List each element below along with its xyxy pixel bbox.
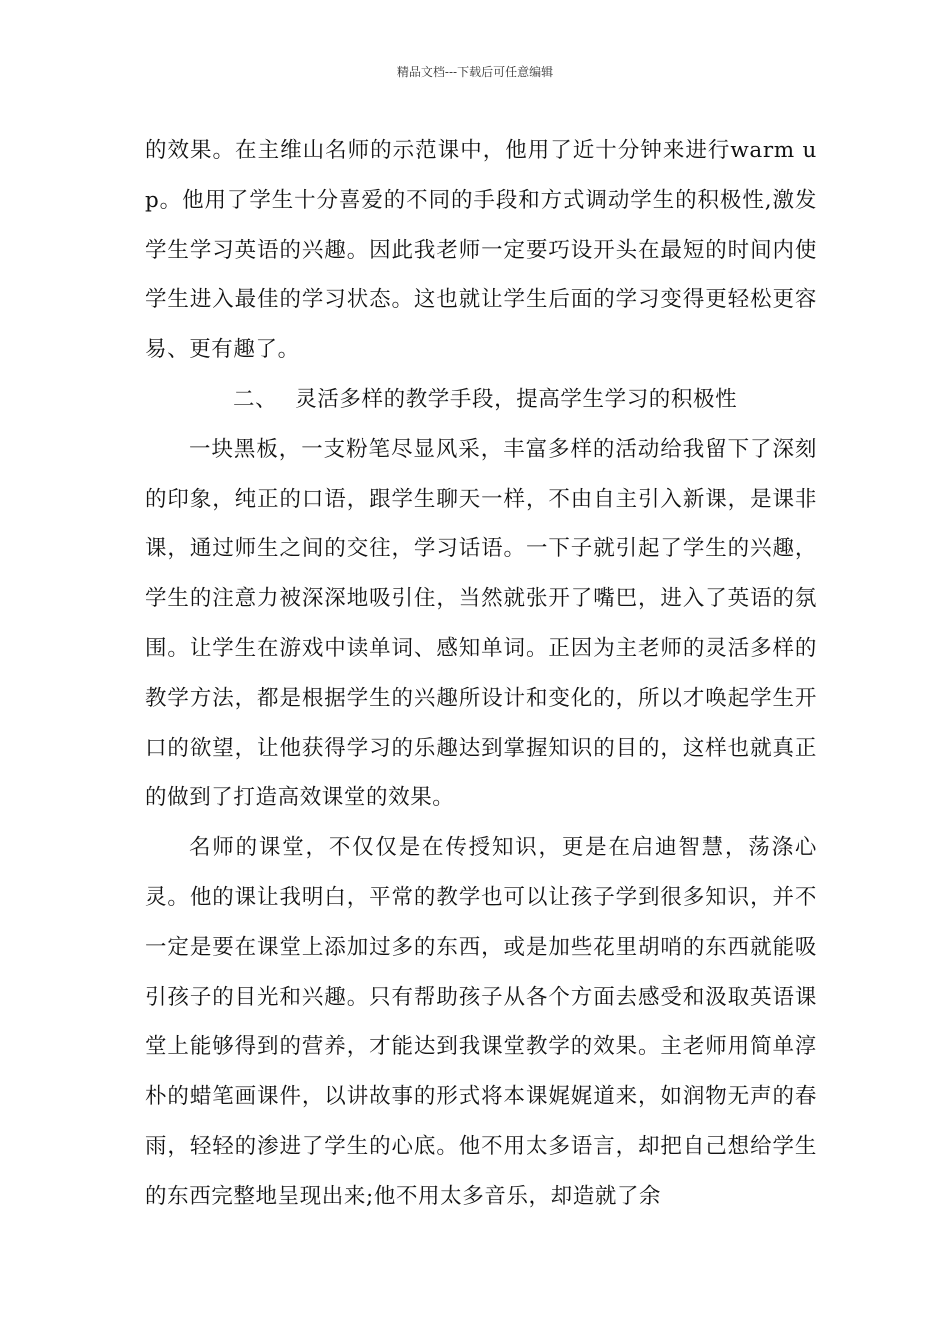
section-heading bbox=[145, 375, 817, 425]
page-header: 精品文档---下载后可任意编辑 bbox=[396, 65, 554, 79]
paragraph-master-classroom: 名师的课堂，不仅仅是在传授知识，更是在启迪智慧，荡涤心灵。他的课让我明白，平常的教学也可以让孩子学到很多知识，并不一定是要在课堂上添加过多的东西，或是加些花里胡哨的东西就能吸引孩子的目光和兴趣。只有帮助孩子从各个方面去感受和汲取英语课堂上能够得到的营养，才能达到我课堂教学的效果。主老师用简单淳朴的蜡笔画课件，以讲故事的形式将本课娓娓道来，如润物无声的春雨，轻轻的渗进了学生的心底。他不用太多语言，却把自己想给学生的东西完整地呈现出来;他不用太多音乐，却造就了余 bbox=[145, 835, 817, 1209]
paragraph-teaching-methods: 一块黑板，一支粉笔尽显风采，丰富多样的活动给我留下了深刻的印象，纯正的口语，跟学生聊天一样，不由自主引入新课，是课非课，通过师生之间的交往，学习话语。一下子就引起了学生的兴趣，学生的注意力被深深地吸引住，当然就张开了嘴巴，进入了英语的氛围。让学生在游戏中读单词、感知单词。正因为主老师的灵活多样的教学方法，都是根据学生的兴趣所设计和变化的，所以才唤起学生开口的欲望，让他获得学习的乐趣达到掌握知识的目的，这样也就真正的做到了打造高效课堂的效果。 bbox=[145, 436, 817, 811]
paragraph-continuation: 的效果。在主维山名师的示范课中，他用了近十分钟来进行warm up。他用了学生十分喜爱的不同的手段和方式调动学生的积极性,激发学生学习英语的兴趣。因此我老师一定要巧设开头在最短的时间内使学生进入最佳的学习状态。这也就让学生后面的学习变得更轻松更容易、更有趣了。 bbox=[145, 138, 817, 363]
section-heading-title: 灵活多样的教学手段，提高学生学习的积极性 bbox=[295, 386, 738, 412]
section-heading-number: 二、 bbox=[233, 386, 278, 412]
document-body bbox=[145, 126, 817, 1222]
